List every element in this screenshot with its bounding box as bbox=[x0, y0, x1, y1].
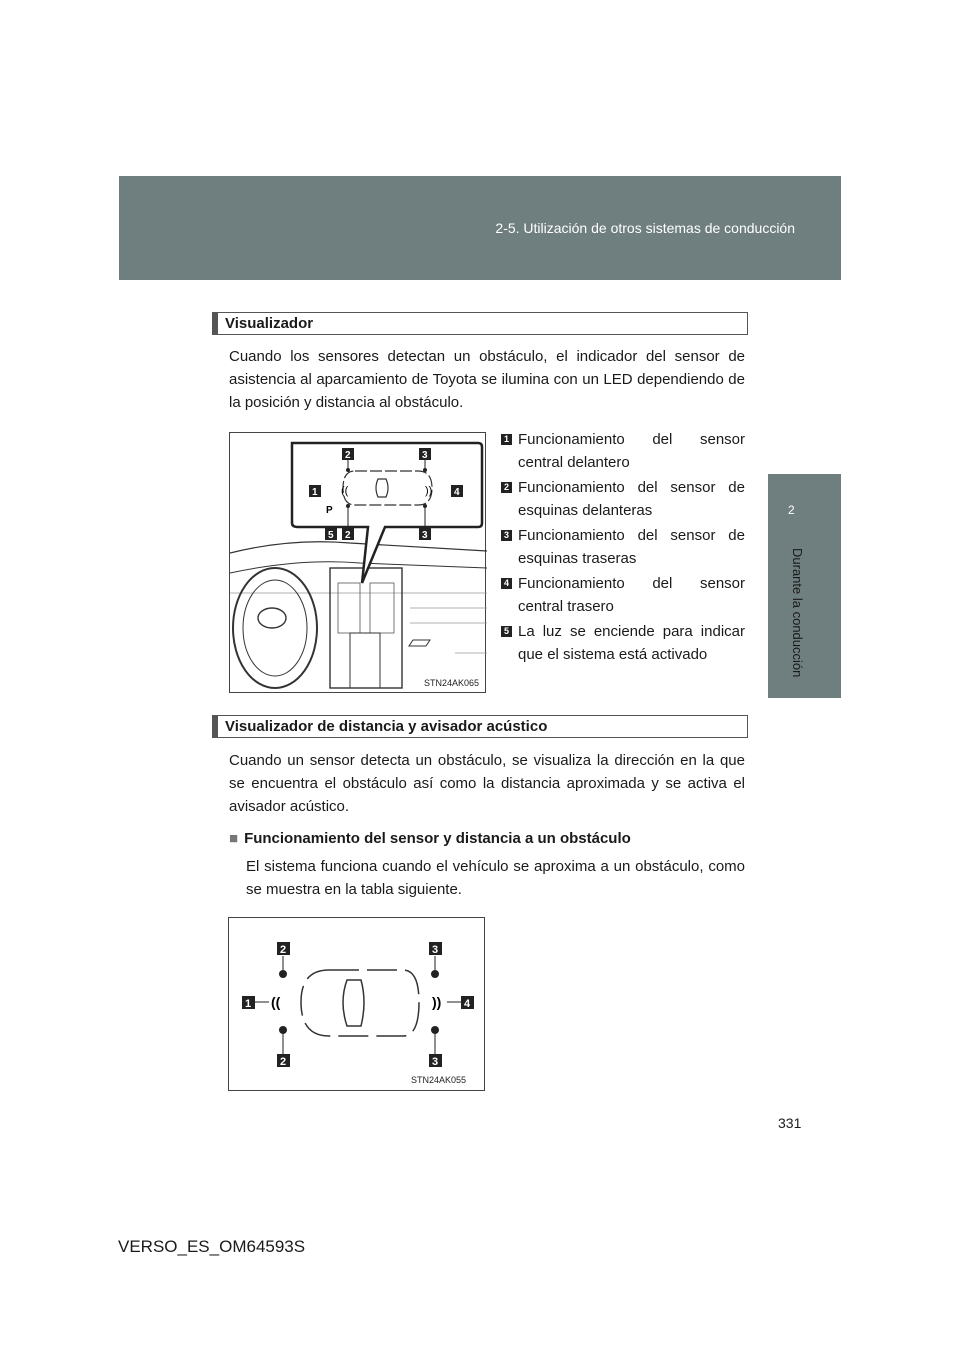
figure2-code: STN24AK055 bbox=[410, 1075, 466, 1085]
subheading-text: Funcionamiento del sensor y distancia a un obstáculo bbox=[244, 830, 631, 847]
page-number: 331 bbox=[778, 1115, 802, 1131]
figure2-badge-3-top-label: 3 bbox=[432, 944, 439, 956]
svg-text:P: P bbox=[326, 505, 333, 516]
figure1-badge-2-bottom-label: 2 bbox=[345, 530, 351, 541]
chapter-title: Durante la conducción bbox=[790, 548, 805, 678]
legend-text-1: Funcionamiento del sensor central delantero bbox=[518, 431, 745, 471]
figure1-badge-5-label: 5 bbox=[328, 530, 334, 541]
figure2-badge-4 bbox=[461, 996, 474, 1010]
figure1-legend bbox=[501, 428, 745, 668]
figure1-badge-4-label: 4 bbox=[454, 487, 460, 498]
legend-badge-1: 1 bbox=[501, 434, 512, 445]
figure2-badge-3-bottom bbox=[429, 1054, 442, 1068]
figure2-badge-3-top bbox=[429, 942, 442, 956]
figure2-badge-2-bottom bbox=[277, 1054, 290, 1068]
figure1-badge-3-top bbox=[419, 448, 431, 461]
figure1-badge-2-bottom bbox=[342, 528, 354, 541]
legend-item-5 bbox=[501, 620, 745, 666]
figure1-badge-2-top-label: 2 bbox=[345, 450, 351, 461]
figure2-badge-3-bottom-label: 3 bbox=[432, 1056, 439, 1068]
figure1-badge-2-top bbox=[342, 448, 354, 461]
figure1-badge-3-top-label: 3 bbox=[422, 450, 428, 461]
figure2-badge-2-top bbox=[277, 942, 290, 956]
legend-badge-2: 2 bbox=[501, 482, 512, 493]
sensor-display-illustration bbox=[229, 918, 486, 1092]
subheading-body: El sistema funciona cuando el vehículo se aproxima a un obstáculo, como se muestra en la tabla siguiente. bbox=[246, 858, 745, 898]
svg-text:((: (( bbox=[271, 994, 281, 1010]
legend-item-2 bbox=[501, 476, 745, 522]
legend-item-1 bbox=[501, 428, 745, 474]
legend-text-5: La luz se enciende para indicar que el sistema está activado bbox=[518, 623, 745, 663]
legend-badge-4: 4 bbox=[501, 578, 512, 589]
chapter-number: 2 bbox=[788, 503, 795, 517]
section2-body: Cuando un sensor detecta un obstáculo, se visualiza la dirección en la que se encuentra el obstáculo así como la distancia aproximada y se activa el avisador acústico. bbox=[229, 752, 745, 815]
figure1-badge-3-bottom-label: 3 bbox=[422, 530, 428, 541]
section-heading-distancia: Visualizador de distancia y avisador acústico bbox=[212, 715, 748, 738]
svg-text:((: (( bbox=[341, 485, 349, 497]
figure1-badge-3-bottom bbox=[419, 528, 431, 541]
legend-badge-3: 3 bbox=[501, 530, 512, 541]
dashboard-illustration bbox=[230, 433, 487, 694]
page-header bbox=[119, 176, 841, 280]
legend-badge-5: 5 bbox=[501, 626, 512, 637]
svg-text:)): )) bbox=[425, 485, 433, 497]
figure2-badge-1 bbox=[242, 996, 255, 1010]
section1-body: Cuando los sensores detectan un obstáculo, el indicador del sensor de asistencia al aparcamiento de Toyota se ilumina con un LED dependiendo de la posición y distancia al obstáculo. bbox=[229, 348, 745, 411]
subheading bbox=[229, 830, 631, 847]
legend-text-2: Funcionamiento del sensor de esquinas delanteras bbox=[518, 479, 745, 519]
legend-item-3 bbox=[501, 524, 745, 570]
figure2-badge-2-bottom-label: 2 bbox=[280, 1056, 287, 1068]
dashboard-figure bbox=[229, 432, 486, 693]
figure2-badge-4-label: 4 bbox=[464, 998, 471, 1010]
figure2-badge-2-top-label: 2 bbox=[280, 944, 287, 956]
figure1-badge-5 bbox=[325, 528, 337, 541]
bullet-square-icon: ■ bbox=[229, 830, 239, 847]
legend-text-4: Funcionamiento del sensor central trasero bbox=[518, 575, 745, 615]
figure1-code: STN24AK065 bbox=[423, 678, 479, 688]
figure1-badge-1 bbox=[309, 485, 321, 498]
legend-text-3: Funcionamiento del sensor de esquinas traseras bbox=[518, 527, 745, 567]
svg-text:)): )) bbox=[432, 994, 442, 1010]
figure1-badge-1-label: 1 bbox=[312, 487, 318, 498]
section-heading-visualizador: Visualizador bbox=[212, 312, 748, 335]
header-section-title: 2-5. Utilización de otros sistemas de conducción bbox=[495, 220, 795, 236]
legend-item-4 bbox=[501, 572, 745, 618]
document-code: VERSO_ES_OM64593S bbox=[118, 1237, 306, 1256]
figure1-badge-4 bbox=[451, 485, 463, 498]
figure2-badge-1-label: 1 bbox=[245, 998, 252, 1010]
sensor-display-figure bbox=[228, 917, 485, 1091]
